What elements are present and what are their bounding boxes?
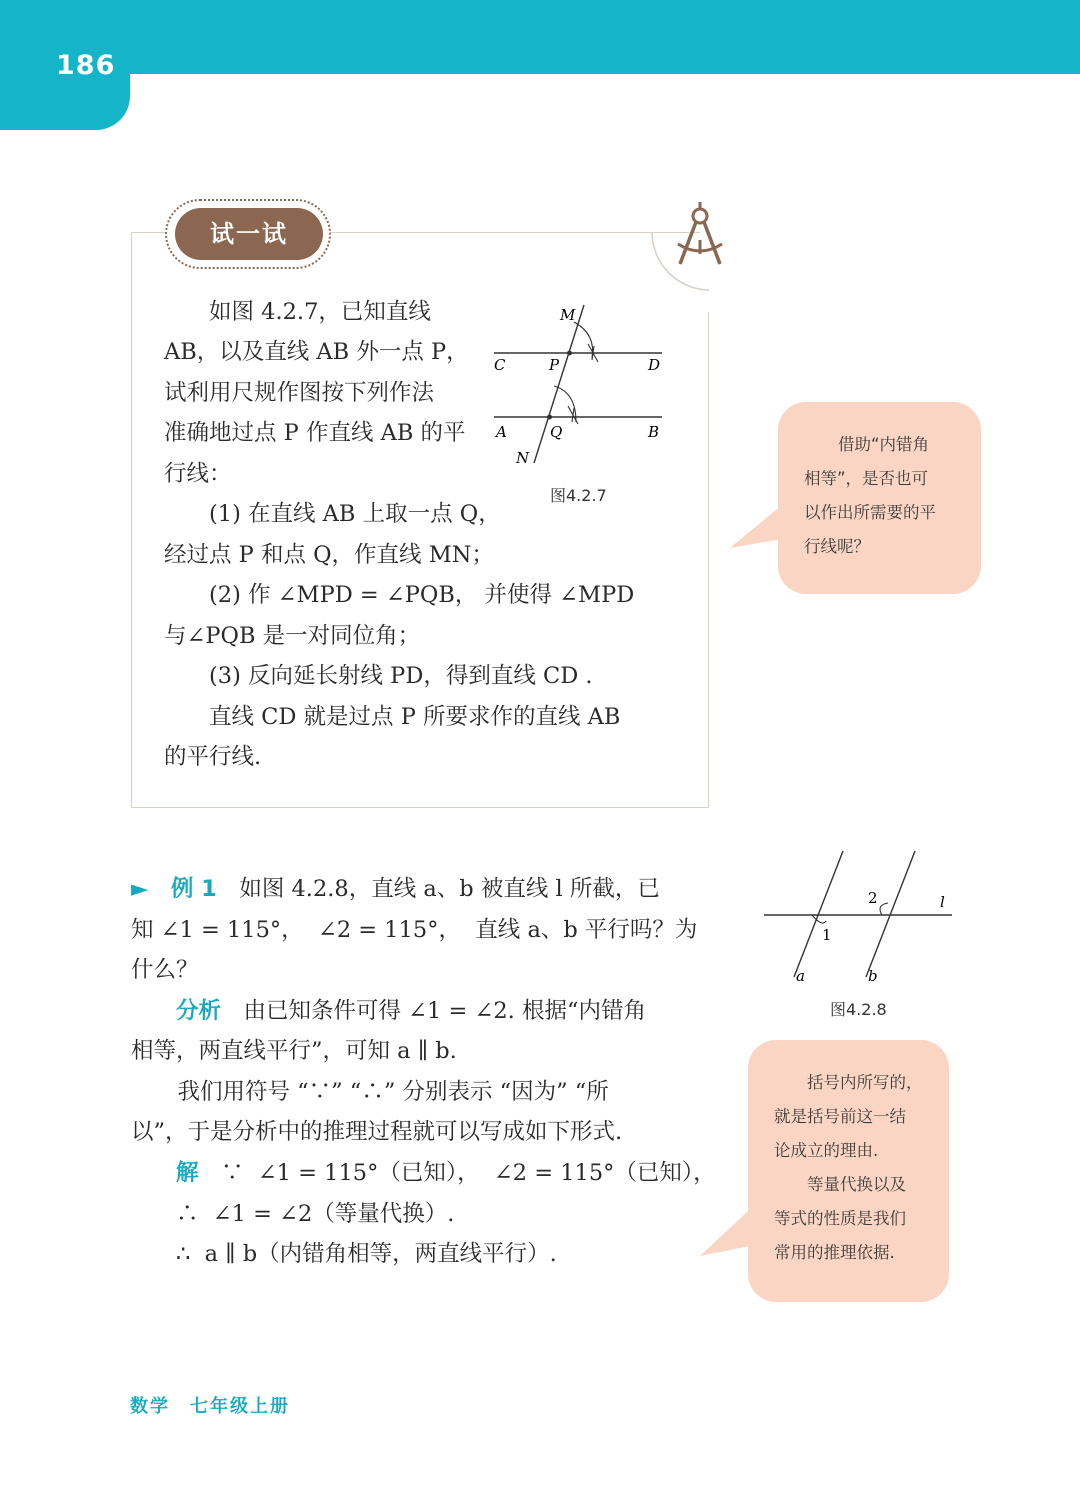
- footer-book-title: 数学 七年级上册: [130, 1396, 290, 1417]
- solution-line-2: ∴ ∠1 = ∠2（等量代换）.: [176, 1201, 455, 1227]
- label-M: M: [560, 306, 576, 324]
- label-B: B: [648, 423, 660, 441]
- header-bar: [0, 0, 1080, 74]
- symbols-line-2: 以”，于是分析中的推理过程就可以写成如下形式.: [131, 1119, 623, 1145]
- label-angle-2: 2: [868, 889, 878, 907]
- figure-4-2-7: [488, 300, 668, 470]
- try-line-5: 行线：: [164, 461, 232, 487]
- label-angle-1: 1: [822, 926, 832, 944]
- example-q1: 如图 4.2.8，直线 a、b 被直线 l 所截，已: [239, 876, 660, 902]
- bubble-1-line-3: 以作出所需要的平: [804, 503, 936, 522]
- try-line-1: 如图 4.2.7，已知直线: [164, 299, 431, 325]
- try-line-6: (1) 在直线 AB 上取一点 Q，: [164, 501, 501, 527]
- try-line-3: 试利用尺规作图按下列作法: [164, 380, 435, 406]
- compass-icon: [672, 200, 728, 272]
- analysis-text-1: 由已知条件可得 ∠1 = ∠2. 根据“内错角: [243, 998, 646, 1024]
- bubble-2-line-5: 等式的性质是我们: [774, 1209, 906, 1228]
- figure-caption-4-2-8: 图4.2.8: [830, 1000, 887, 1019]
- solution-line-1: [176, 1153, 716, 1194]
- solution-line-3: ∴ a ∥ b（内错角相等，两直线平行）.: [176, 1241, 557, 1267]
- try-line-4: 准确地过点 P 作直线 AB 的平: [164, 420, 466, 446]
- figure-caption-4-2-7: 图4.2.7: [550, 486, 607, 505]
- bubble-2-line-6: 常用的推理依据.: [774, 1243, 895, 1262]
- label-l: l: [940, 893, 945, 911]
- example-label: 例 1: [170, 876, 217, 902]
- solution-label: 解: [176, 1160, 199, 1186]
- label-P: P: [549, 356, 560, 374]
- symbols-line-1: 我们用符号 “∵” “∴” 分别表示 “因为” “所: [155, 1079, 609, 1105]
- try-line-2: AB，以及直线 AB 外一点 P，: [164, 339, 469, 365]
- label-C: C: [494, 356, 506, 374]
- hint-bubble-1: [778, 402, 981, 594]
- try-line-8: (2) 作 ∠MPD = ∠PQB， 并使得 ∠MPD: [164, 582, 635, 608]
- solution-text-1: ∵ ∠1 = 115°（已知）， ∠2 = 115°（已知），: [198, 1160, 716, 1186]
- example-question-line-1: [131, 869, 660, 910]
- page-number: 186: [56, 50, 116, 81]
- example-question-line-3: 什么？: [131, 957, 199, 983]
- bubble-1-line-2: 相等”，是否也可: [804, 469, 929, 488]
- try-line-9: 与∠PQB 是一对同位角；: [164, 623, 421, 649]
- hint-bubble-2: [748, 1040, 949, 1302]
- example-arrow-icon: ►: [131, 876, 149, 902]
- analysis-label: 分析: [176, 998, 222, 1024]
- example-question-line-2: 知 ∠1 = 115°， ∠2 = 115°， 直线 a、b 平行吗？为: [131, 917, 698, 943]
- bubble-1-line-4: 行线呢？: [804, 537, 870, 556]
- figure-4-2-8: [760, 845, 960, 985]
- bubble-2-line-4: 等量代换以及: [774, 1175, 906, 1194]
- label-b: b: [868, 967, 878, 985]
- bubble-2-line-2: 就是括号前这一结: [774, 1107, 906, 1126]
- label-N: N: [516, 449, 530, 467]
- bubble-2-line-1: 括号内所写的，: [774, 1073, 923, 1092]
- label-D: D: [648, 356, 661, 374]
- try-line-10: (3) 反向延长射线 PD，得到直线 CD .: [164, 663, 593, 689]
- analysis-line-1: [176, 991, 646, 1032]
- analysis-line-2: 相等，两直线平行”，可知 a ∥ b.: [131, 1038, 457, 1064]
- label-a: a: [796, 967, 805, 985]
- try-line-11: 直线 CD 就是过点 P 所要求作的直线 AB: [164, 704, 621, 730]
- try-it-tag: 试一试: [175, 208, 323, 260]
- label-Q: Q: [550, 423, 563, 441]
- try-line-7: 经过点 P 和点 Q，作直线 MN；: [164, 542, 494, 568]
- bubble-1-line-1: 借助“内错角: [838, 435, 930, 454]
- label-A: A: [496, 423, 507, 441]
- try-line-12: 的平行线.: [164, 744, 262, 770]
- bubble-2-line-3: 论成立的理由.: [774, 1141, 879, 1160]
